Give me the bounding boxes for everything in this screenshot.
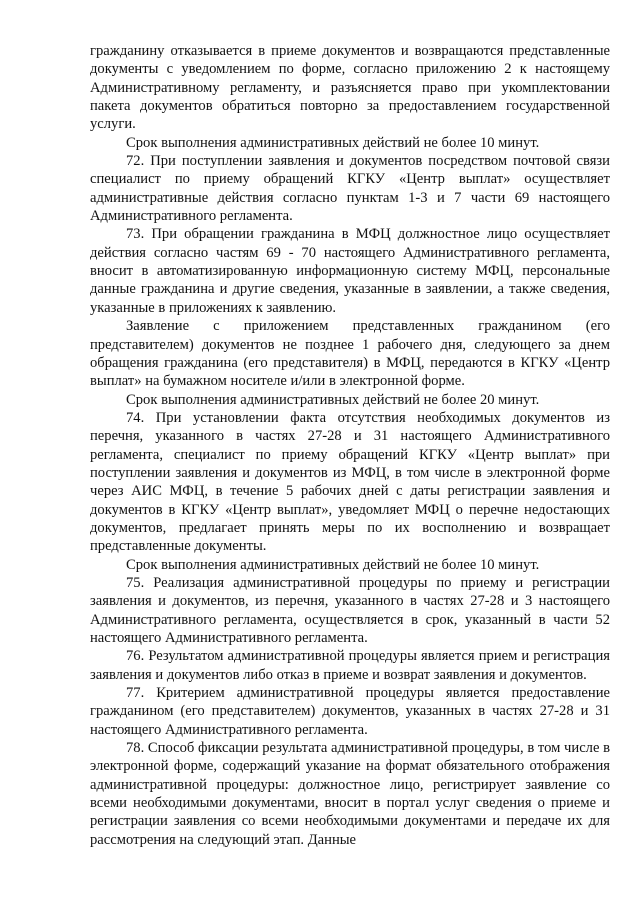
paragraph-76: 76. Результатом административной процедуры является прием и регистрация заявления и документов либо отказ в приеме и возврат заявления и документов. xyxy=(90,648,610,683)
paragraph-73: 73. При обращении гражданина в МФЦ должностное лицо осуществляет действия согласно частям 69 - 70 настоящего Административного регламента, вносит в автоматизированную информационную систему МФЦ, персональные данные гражданина и другие сведения, указанные в заявлении, а также сведения, указанные в приложениях к заявлению. xyxy=(90,226,610,316)
paragraph-deadline-20min: Срок выполнения административных действий не более 20 минут. xyxy=(126,391,540,408)
document-page xyxy=(90,42,610,849)
paragraph-deadline-10min-b: Срок выполнения административных действий не более 10 минут. xyxy=(126,556,540,573)
paragraph-deadline-10min-a: Срок выполнения административных действий не более 10 минут. xyxy=(126,134,540,151)
paragraph-72: 72. При поступлении заявления и документов посредством почтовой связи специалист по приему обращений КГКУ «Центр выплат» осуществляет административные действия согласно пунктам 1-3 и 7 части 69 настоящего Административного регламента. xyxy=(90,153,610,225)
paragraph-73-transfer: Заявление с приложением представленных гражданином (его представителем) документов не позднее 1 рабочего дня, следующего за днем обращения гражданина (его представителя) в МФЦ, передаются в КГКУ «Центр выплат» на бумажном носителе и/или в электронной форме. xyxy=(90,318,610,390)
paragraph-continuation: гражданину отказывается в приеме документов и возвращаются представленные документы с уведомлением по форме, согласно приложению 2 к настоящему Административному регламенту, и разъясняется право при укомплектовании пакета документов обратиться повторно за предоставлением государственной услуги. xyxy=(90,43,610,133)
paragraph-74: 74. При установлении факта отсутствия необходимых документов из перечня, указанного в частях 27-28 и 31 настоящего Административного регламента, специалист по приему обращений КГКУ «Центр выплат» при поступлении заявления и документов из МФЦ, в том числе в электронной форме через АИС МФЦ, в течение 5 рабочих дней с даты регистрации заявления и документов в КГКУ «Центр выплат», уведомляет МФЦ о перечне недостающих документов, предлагает принять меры по их восполнению и возвращает представленные документы. xyxy=(90,409,610,555)
paragraph-77: 77. Критерием административной процедуры является предоставление гражданином (его представителем) документов, указанных в частях 27-28 и 31 настоящего Административного регламента. xyxy=(90,685,610,738)
paragraph-78: 78. Способ фиксации результата административной процедуры, в том числе в электронной форме, содержащий указание на формат обязательного отображения административной процедуры: должностное лицо, регистрирует заявление со всеми необходимыми документами, вносит в портал услуг сведения о приеме и регистрации заявления со всеми необходимыми документами и передаче их для рассмотрения на следующий этап. Данные xyxy=(90,740,610,848)
paragraph-75: 75. Реализация административной процедуры по приему и регистрации заявления и документов, из перечня, указанного в частях 27-28 и 3 настоящего Административного регламента, осуществляется в срок, указанный в части 52 настоящего Административного регламента. xyxy=(90,574,610,646)
